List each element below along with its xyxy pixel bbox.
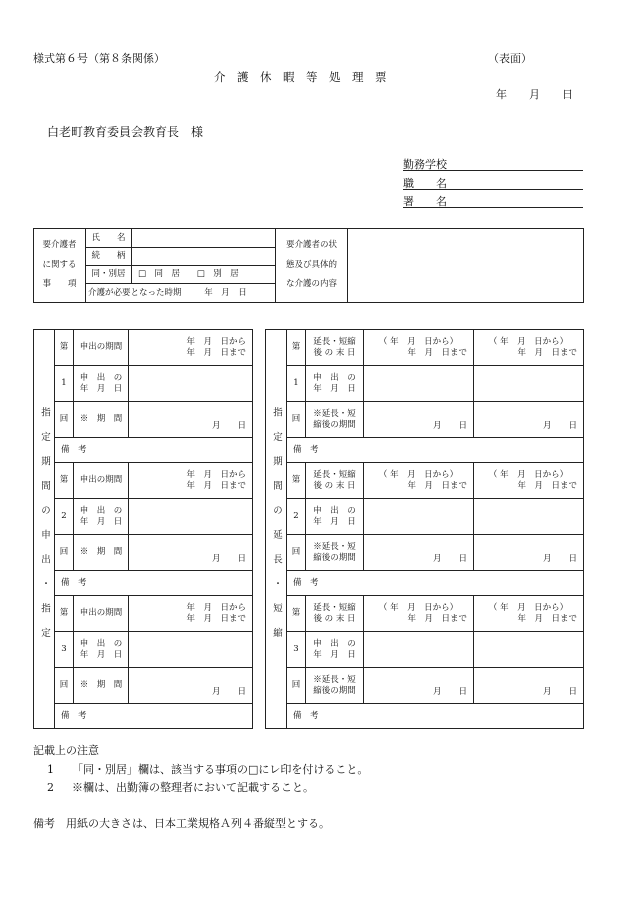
ext-range-b[interactable]: （ 年 月 日から） 年 月 日まで [474,596,584,632]
period-mark-label: ※ 期 間 [74,668,129,704]
remarks-row[interactable]: 備 考 [287,704,584,729]
period-mark-label: ※ 期 間 [74,535,129,571]
issue-date: 年 月 日 [496,88,573,101]
addressee: 白老町教育委員会教育長 様 [47,125,204,139]
ext-range-b[interactable]: （ 年 月 日から） 年 月 日まで [474,463,584,499]
cohab-checkbox-separate[interactable]: □ 別 居 [196,269,239,280]
round-number: 1 [55,366,74,402]
relation-field[interactable] [132,248,276,266]
request-date-label: 申 出 の 年 月 日 [306,499,364,535]
ext-end-label: 延長・短縮 後 の 末 日 [306,463,364,499]
needed-time-value: 年 月 日 [204,287,247,298]
school-label: 勤務学校 [403,158,447,171]
period-value[interactable]: 月 日 [129,668,253,704]
ext-period-label: ※延長・短 縮後の期間 [306,535,364,571]
round-number: 3 [287,632,306,668]
page-title: 介 護 休 暇 等 処 理 票 [214,70,387,84]
period-value[interactable]: 月 日 [129,535,253,571]
request-date-field-a[interactable] [364,499,474,535]
request-date-label: 申 出 の 年 月 日 [306,632,364,668]
note-2: 2 ※欄は、出勤簿の整理者において記載すること。 [47,781,314,794]
round-number: 2 [55,499,74,535]
ext-period-value-b[interactable]: 月 日 [474,668,584,704]
request-date-field[interactable] [129,499,253,535]
ext-period-label: ※延長・短 縮後の期間 [306,668,364,704]
ext-range-b[interactable]: （ 年 月 日から） 年 月 日まで [474,330,584,366]
request-date-label: 申 出 の 年 月 日 [306,366,364,402]
request-date-field[interactable] [129,632,253,668]
position-line[interactable] [403,175,583,190]
period-label: 申出の期間 [74,330,129,366]
care-state-field[interactable] [348,229,584,303]
extension-table [265,329,584,729]
round-number: 1 [287,366,306,402]
designation-title: 指定期間の申出・指定 [34,330,55,729]
cohab-options [132,266,276,284]
ext-period-value-b[interactable]: 月 日 [474,402,584,438]
round-prefix: 第 [55,463,74,499]
request-date-label: 申 出 の 年 月 日 [74,632,129,668]
period-value[interactable]: 月 日 [129,402,253,438]
paper-remark: 備考 用紙の大きさは、日本工業規格Ａ列４番縦型とする。 [33,817,330,830]
request-date-field-b[interactable] [474,366,584,402]
round-suffix: 回 [287,402,306,438]
request-date-field[interactable] [129,366,253,402]
request-date-field-a[interactable] [364,366,474,402]
ext-end-label: 延長・短縮 後 の 末 日 [306,596,364,632]
designation-table [33,329,253,729]
round-suffix: 回 [287,668,306,704]
relation-label: 続 柄 [86,248,132,266]
needed-time-label: 介護が必要となった時期 [88,287,182,298]
request-date-label: 申 出 の 年 月 日 [74,366,129,402]
period-label: 申出の期間 [74,463,129,499]
notes-title: 記載上の注意 [33,744,99,757]
request-date-label: 申 出 の 年 月 日 [74,499,129,535]
ext-range-a[interactable]: （ 年 月 日から） 年 月 日まで [364,330,474,366]
round-suffix: 回 [55,668,74,704]
round-prefix: 第 [287,463,306,499]
period-range[interactable]: 年 月 日から 年 月 日まで [129,463,253,499]
ext-range-a[interactable]: （ 年 月 日から） 年 月 日まで [364,596,474,632]
extension-title: 指定期間の延長・短縮 [266,330,287,729]
remarks-row[interactable]: 備 考 [287,438,584,463]
care-group-label: 要介護者 に関する 事 項 [34,229,86,303]
round-prefix: 第 [287,596,306,632]
round-suffix: 回 [287,535,306,571]
period-range[interactable]: 年 月 日から 年 月 日まで [129,596,253,632]
round-suffix: 回 [55,535,74,571]
needed-time-row[interactable] [86,284,276,303]
remarks-row[interactable]: 備 考 [55,438,253,463]
name-field[interactable] [132,229,276,248]
cohab-checkbox-together[interactable]: □ 同 居 [138,269,181,280]
care-state-label: 要介護者の状 態及び具体的 な介護の内容 [276,229,348,303]
remarks-row[interactable]: 備 考 [287,571,584,596]
signature-line[interactable] [403,193,583,208]
request-date-field-a[interactable] [364,632,474,668]
name-label: 氏 名 [86,229,132,248]
period-range[interactable]: 年 月 日から 年 月 日まで [129,330,253,366]
ext-period-value-a[interactable]: 月 日 [364,535,474,571]
ext-period-label: ※延長・短 縮後の期間 [306,402,364,438]
remarks-row[interactable]: 備 考 [55,571,253,596]
round-number: 3 [55,632,74,668]
ext-range-a[interactable]: （ 年 月 日から） 年 月 日まで [364,463,474,499]
round-number: 2 [287,499,306,535]
side-label: （表面） [488,52,532,65]
period-mark-label: ※ 期 間 [74,402,129,438]
remarks-row[interactable]: 備 考 [55,704,253,729]
round-prefix: 第 [55,330,74,366]
position-label: 職 名 [403,177,447,190]
school-line[interactable] [403,156,583,171]
ext-period-value-a[interactable]: 月 日 [364,668,474,704]
note-1: 1 「同・別居」欄は、該当する事項の□にレ印を付けること。 [47,763,369,776]
signature-label: 署 名 [403,195,447,208]
round-prefix: 第 [287,330,306,366]
period-label: 申出の期間 [74,596,129,632]
care-recipient-table [33,228,584,303]
cohab-label: 同・別居 [86,266,132,284]
request-date-field-b[interactable] [474,499,584,535]
round-prefix: 第 [55,596,74,632]
ext-period-value-b[interactable]: 月 日 [474,535,584,571]
ext-period-value-a[interactable]: 月 日 [364,402,474,438]
form-number: 様式第６号（第８条関係） [33,52,165,65]
ext-end-label: 延長・短縮 後 の 末 日 [306,330,364,366]
round-suffix: 回 [55,402,74,438]
request-date-field-b[interactable] [474,632,584,668]
